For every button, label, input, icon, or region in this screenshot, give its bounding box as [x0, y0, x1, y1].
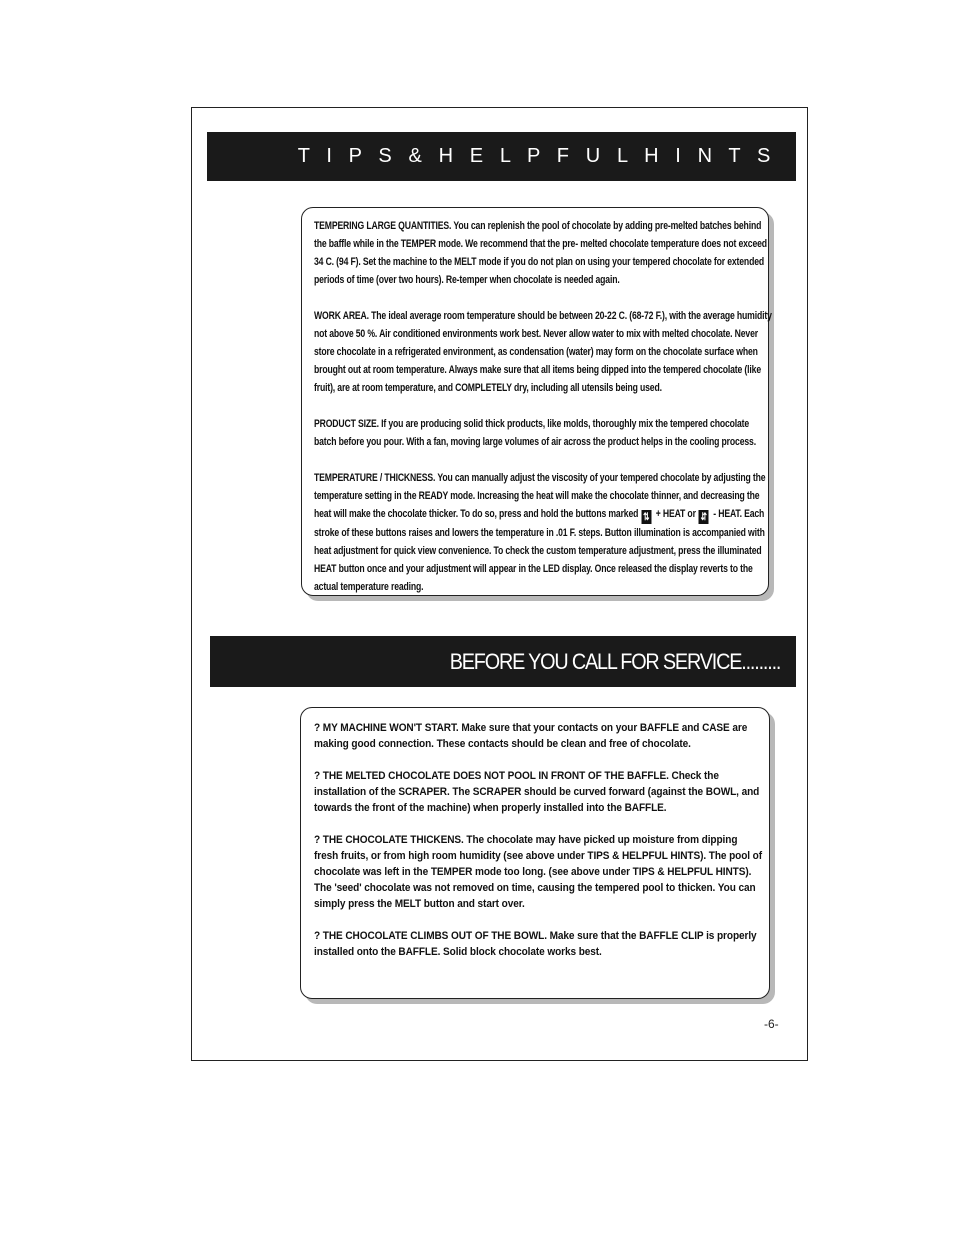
service-item: ? MY MACHINE WON'T START. Make sure that your contacts on your BAFFLE and CASE are making good connection. These contacts should be clean and free of chocolate. [314, 722, 748, 750]
service-item: ? THE CHOCOLATE CLIMBS OUT OF THE BOWL. Make sure that the BAFFLE CLIP is properly installed onto the BAFFLE. Solid block chocolate works best. [314, 930, 757, 958]
down-arrows-button-icon: ⇵ [700, 512, 707, 523]
service-item: ? THE MELTED CHOCOLATE DOES NOT POOL IN FRONT OF THE BAFFLE. Check the installation of the SCRAPER. The SCRAPER should be curved forward (against the BOWL, and towards the front of the machine) when properly installed into the BAFFLE. [314, 770, 760, 814]
tip-paragraph: WORK AREA. The ideal average room temperature should be between 20-22 C. (68-72 F.), with the average humidity not above 50 %. Air conditioned environments work best. Never allow water to mix with melted chocolate. Never store chocolate in a refrigerated environment, as condensation (water) may form on the chocolate surface when brought out at room temperature. Always make sure that all items being dipped into the tempered chocolate (like fruit), are at room temperature, and COMPLETELY dry, including all utensils being used. [314, 310, 772, 394]
service-title: BEFORE YOU CALL FOR SERVICE......... [449, 648, 780, 674]
tip-paragraph: PRODUCT SIZE. If you are producing solid thick products, like molds, thoroughly mix the tempered chocolate batch before you pour. With a fan, moving large volumes of air across the product helps in the cooling process. [314, 418, 756, 448]
tips-banner [207, 132, 796, 181]
service-banner [210, 636, 796, 687]
service-item: ? THE CHOCOLATE THICKENS. The chocolate may have picked up moisture from dipping fresh fruits, or from high room humidity (see above under TIPS & HELPFUL HINTS). The pool of chocolate was left in the TEMPER mode too long. (see above under TIPS & HELPFUL HINTS). The 'seed' chocolate was not removed on time, causing the tempered pool to thicken. You can simply press the MELT button and start over. [314, 834, 763, 910]
tip-paragraph-temperature: TEMPERATURE / THICKNESS. You can manually adjust the viscosity of your tempered chocolate by adjusting the temperature setting in the READY mode. Increasing the heat will make the chocolate thinner, and decreasing the heat will make the chocolate thicker. To do so, press and hold the buttons marked ⇅ + HEAT or ⇵ - HEAT. Each stroke of these buttons raises and lowers the temperature in .01 F. steps. Button illumination is accompanied with heat adjustment for quick view convenience. To check the custom temperature adjustment, press the illuminated HEAT button once and your adjustment will appear in the LED display. Once released the display reverts to the actual temperature reading. [314, 472, 766, 593]
tip-paragraph: TEMPERING LARGE QUANTITIES. You can replenish the pool of chocolate by adding pre-melted batches behind the baffle while in the TEMPER mode. We recommend that the pre- melted chocolate temperature does not exceed 34 C. (94 F). Set the machine to the MELT mode if you do not plan on using your tempered chocolate for extended periods of time (over two hours). Re-temper when chocolate is needed again. [314, 220, 767, 286]
up-arrows-button-icon: ⇅ [643, 512, 650, 523]
page-number: -6- [764, 1017, 779, 1031]
service-content [314, 720, 764, 960]
tips-content [314, 217, 772, 596]
tips-title: T I P S & H E L P F U L H I N T S [297, 145, 776, 167]
